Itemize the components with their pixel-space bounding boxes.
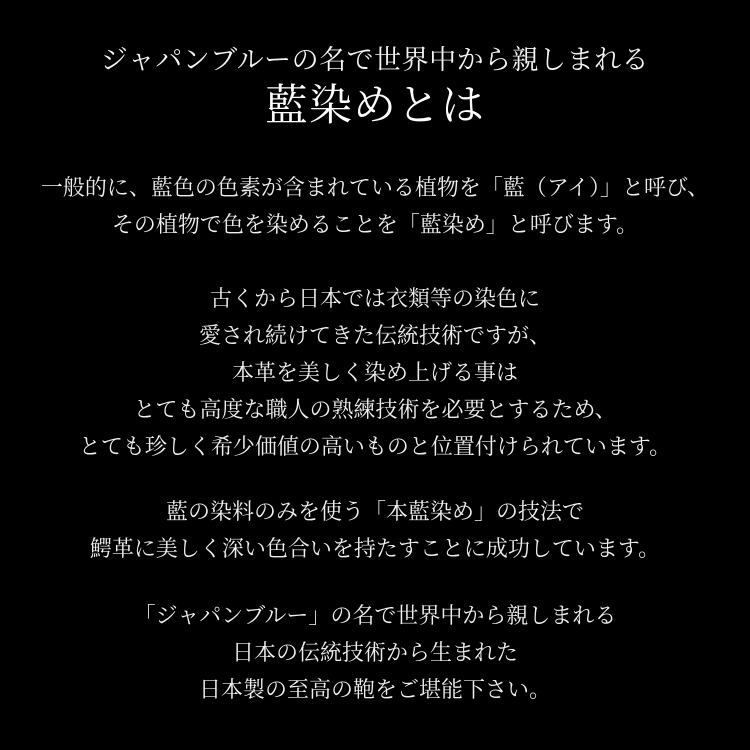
text-line: 日本製の至高の鞄をご堪能下さい。 [198, 677, 551, 702]
text-line: 藍の染料のみを使う「本藍染め」の技法で [165, 499, 584, 524]
page-title: 藍染めとは [265, 83, 485, 130]
text-line: 「ジャパンブルー」の名で世界中から親しまれる [133, 603, 617, 628]
text-line: 本革を美しく染め上げる事は [231, 360, 518, 385]
text-line: とても珍しく希少価値の高いものと位置付けられています。 [78, 434, 672, 459]
text-line: 鰐革に美しく深い色合いを持たすことに成功しています。 [89, 536, 661, 561]
paragraph-technique [0, 493, 750, 567]
text-line: 日本の伝統技術から生まれた [231, 640, 518, 665]
text-line: 一般的に、藍色の色素が含まれている植物を「藍（アイ）」と呼び、 [40, 175, 710, 200]
paragraph-definition [0, 169, 750, 243]
paragraph-tradition [0, 280, 750, 465]
paragraph-closing [0, 597, 750, 708]
text-line: とても高度な職人の熟練技術を必要とするため、 [133, 397, 617, 422]
text-line: 古くから日本では衣類等の染色に [209, 286, 540, 311]
header-subtitle: ジャパンブルーの名で世界中から親しまれる [100, 45, 650, 75]
text-line: その植物で色を染めることを「藍染め」と呼びます。 [111, 212, 639, 237]
text-line: 愛され続けてきた伝統技術ですが、 [198, 323, 551, 348]
